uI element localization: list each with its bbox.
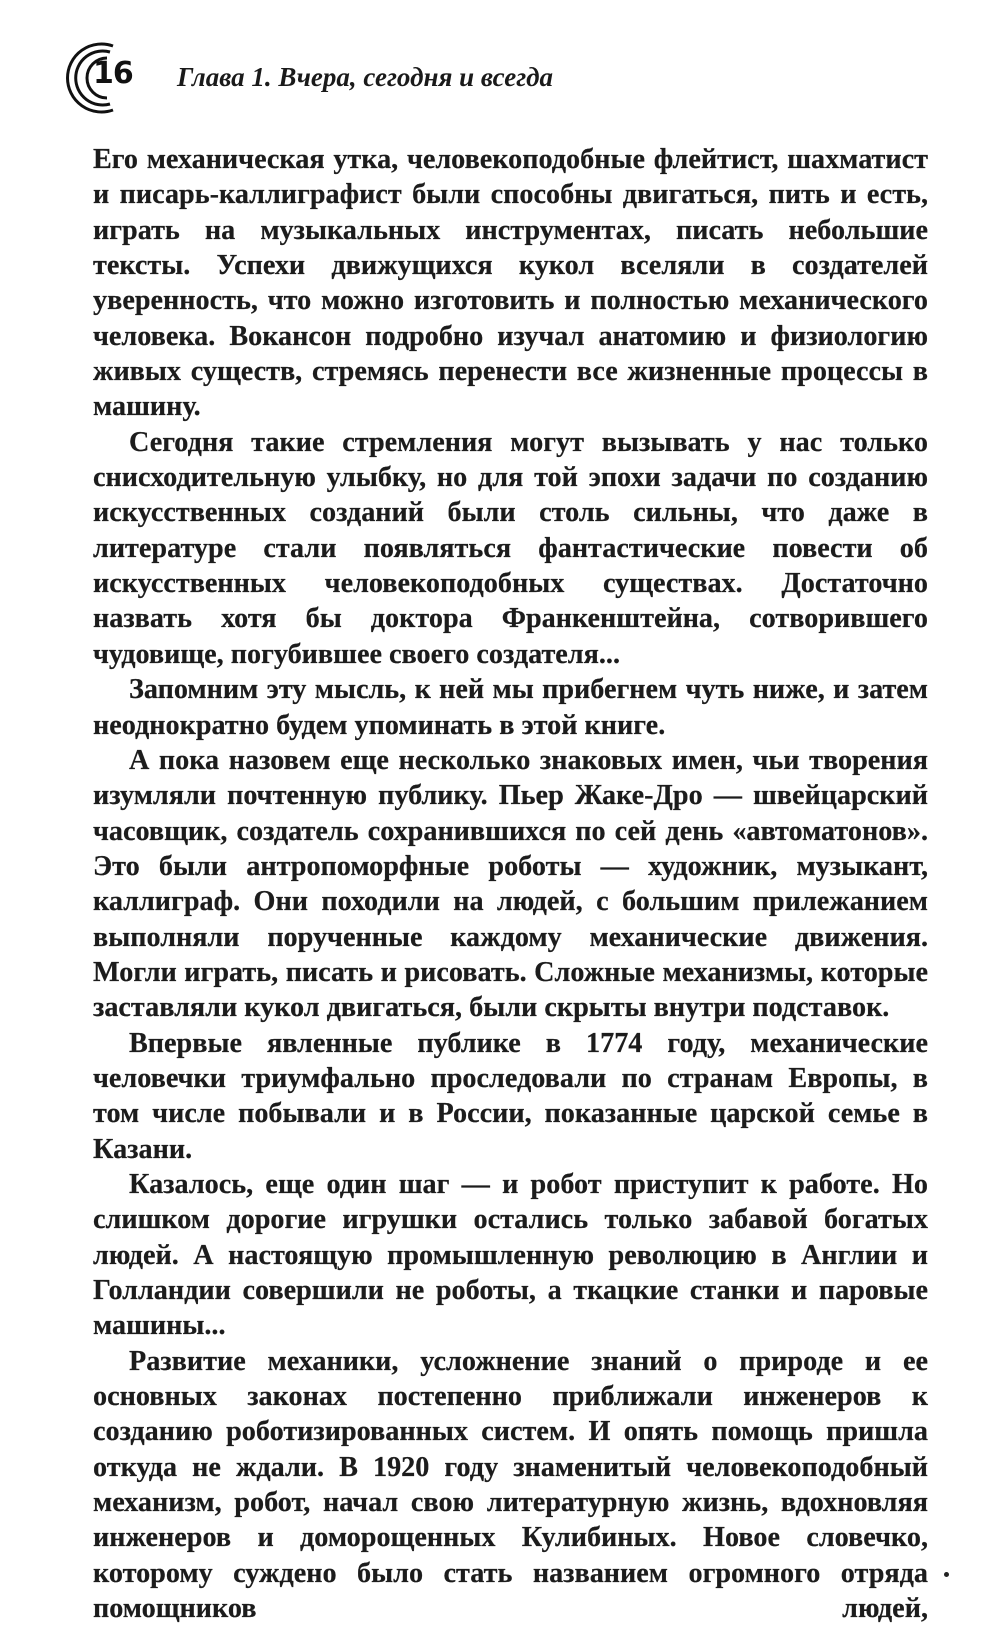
paragraph: Развитие механики, усложнение знаний о природе и ее основных законах постепенно приближали инженеров к созданию роботизированных систем. И опять помощь пришла откуда не ждали. В 1920 году знаменитый человекоподобный механизм, робот, начал свою литературную жизнь, вдохновляя инженеров и доморощенных Кулибиных. Новое словечко, которому суждено было стать названием огромного отряда помощников людей, [93,1345,928,1625]
paragraph: Его механическая утка, человекоподобные флейтист, шахматист и писарь-каллиграфист были способны двигаться, пить и есть, играть на музыкальных инструментах, писать небольшие тексты. Успехи движущихся кукол вселяли в создателей уверенность, что можно изготовить и полностью механического человека. Вокансон подробно изучал анатомию и физиологию живых существ, стремясь перенести все жизненные процессы в машину. [93,144,928,423]
paragraph: Сегодня такие стремления могут вызывать у нас только снисходительную улыбку, но для той эпохи задачи по созданию искусственных созданий были столь сильны, что даже в литературе стали появляться фантастические повести об искусственных человекоподобных существах. Достаточно назвать хотя бы доктора Франкенштейна, сотворившего чудовище, погубившее своего создателя... [93,426,928,670]
paragraph: Запомним эту мысль, к ней мы прибегнем чуть ниже, и затем неоднократно будем упоминать в этой книге. [93,674,928,741]
margin-mark [944,1572,949,1577]
chapter-title: Глава 1. Вчера, сегодня и всегда [177,62,554,92]
page-number: 16 [93,56,133,91]
paragraph: А пока назовем еще несколько знаковых имен, чьи творения изумляли почтенную публику. Пьер Жаке-Дро — швейцарский часовщик, создатель сохранившихся по сей день «автоматонов». Это были антропоморфные роботы — художник, музыкант, каллиграф. Они походили на людей, с большим прилежанием выполняли порученные каждому механические движения. Могли играть, писать и рисовать. Сложные механизмы, которые заставляли кукол двигаться, были скрыты внутри подставок. [93,744,928,1024]
body-text [93,142,928,1626]
paragraph: Казалось, еще один шаг — и робот приступит к работе. Но слишком дорогие игрушки остались только забавой богатых людей. А настоящую промышленную революцию в Англии и Голландии совершили не роботы, а ткацкие станки и паровые машины... [93,1168,928,1342]
paragraph: Впервые явленные публике в 1774 году, механические человечки триумфально проследовали по странам Европы, в том числе побывали и в России, показанные царской семье в Казани. [93,1027,928,1165]
page-header [55,38,955,118]
